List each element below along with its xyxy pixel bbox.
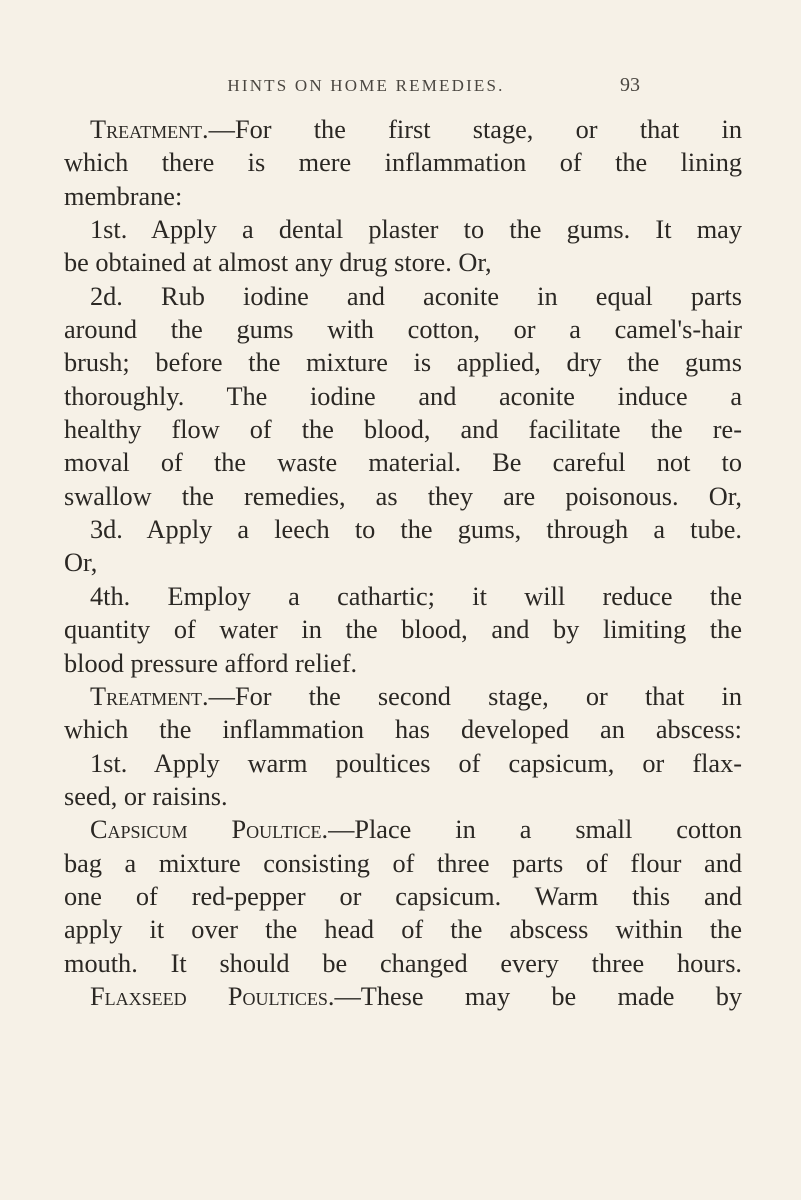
line-text: quantity of water in the blood, and by limiting the bbox=[64, 615, 742, 645]
text-line bbox=[64, 813, 742, 846]
line-text: apply it over the head of the abscess within the bbox=[64, 915, 742, 945]
text-line bbox=[64, 980, 742, 1013]
text-line bbox=[64, 346, 742, 379]
line-text: Or, bbox=[64, 548, 98, 578]
text-line bbox=[64, 580, 742, 613]
line-text: blood pressure afford relief. bbox=[64, 648, 358, 678]
line-text: —For the first stage, or that in bbox=[208, 115, 742, 144]
line-text: bag a mixture consisting of three parts of flour and bbox=[64, 848, 742, 878]
text-line bbox=[64, 780, 742, 813]
text-line bbox=[64, 280, 742, 313]
line-text: 1st. Apply a dental plaster to the gums. It may bbox=[90, 215, 742, 245]
text-line bbox=[64, 480, 742, 513]
text-line bbox=[64, 180, 742, 213]
line-text: 4th. Employ a cathartic; it will reduce the bbox=[90, 581, 742, 611]
section-heading: Capsicum Poultice. bbox=[90, 815, 329, 845]
page-number: 93 bbox=[620, 74, 640, 96]
text-line bbox=[64, 947, 742, 980]
text-line bbox=[64, 246, 742, 279]
section-heading: Treatment. bbox=[90, 681, 209, 711]
text-line bbox=[64, 680, 742, 713]
line-text: —These may be made by bbox=[334, 981, 742, 1011]
line-text: be obtained at almost any drug store. Or, bbox=[64, 248, 492, 278]
line-text: thoroughly. The iodine and aconite induce a bbox=[64, 381, 742, 411]
text-line bbox=[64, 313, 742, 346]
line-text: swallow the remedies, as they are poisonous. Or, bbox=[64, 481, 742, 511]
text-line bbox=[64, 747, 742, 780]
body-text bbox=[64, 113, 742, 1013]
line-text: which there is mere inflammation of the lining bbox=[64, 148, 742, 178]
line-text: around the gums with cotton, or a camel's-hair bbox=[64, 315, 742, 345]
line-text: —Place in a small cotton bbox=[328, 815, 742, 845]
text-line bbox=[64, 213, 742, 246]
line-text: 1st. Apply warm poultices of capsicum, or flax- bbox=[90, 748, 742, 778]
line-text: membrane: bbox=[64, 181, 183, 211]
text-line bbox=[64, 913, 742, 946]
text-line bbox=[64, 446, 742, 479]
line-text: brush; before the mixture is applied, dry the gums bbox=[64, 348, 742, 378]
line-text: —For the second stage, or that in bbox=[208, 681, 742, 711]
text-line bbox=[64, 647, 742, 680]
line-text: seed, or raisins. bbox=[64, 781, 228, 811]
running-head: HINTS ON HOME REMEDIES. bbox=[227, 76, 505, 95]
line-text: which the inflammation has developed an abscess: bbox=[64, 715, 742, 745]
text-line bbox=[64, 380, 742, 413]
section-heading: Treatment. bbox=[90, 115, 209, 144]
text-line bbox=[64, 613, 742, 646]
text-line bbox=[64, 146, 742, 179]
section-heading: Flaxseed Poultices. bbox=[90, 981, 335, 1011]
text-line bbox=[64, 880, 742, 913]
line-text: 2d. Rub iodine and aconite in equal parts bbox=[90, 281, 742, 311]
text-line bbox=[64, 513, 742, 546]
line-text: healthy flow of the blood, and facilitate the re- bbox=[64, 415, 742, 445]
line-text: mouth. It should be changed every three hours. bbox=[64, 948, 742, 978]
text-line bbox=[64, 413, 742, 446]
line-text: 3d. Apply a leech to the gums, through a tube. bbox=[90, 515, 742, 545]
line-text: moval of the waste material. Be careful not to bbox=[64, 448, 742, 478]
text-line bbox=[64, 713, 742, 746]
text-line bbox=[64, 847, 742, 880]
text-line bbox=[64, 113, 742, 146]
text-line bbox=[64, 546, 742, 579]
line-text: one of red-pepper or capsicum. Warm this and bbox=[64, 881, 742, 911]
